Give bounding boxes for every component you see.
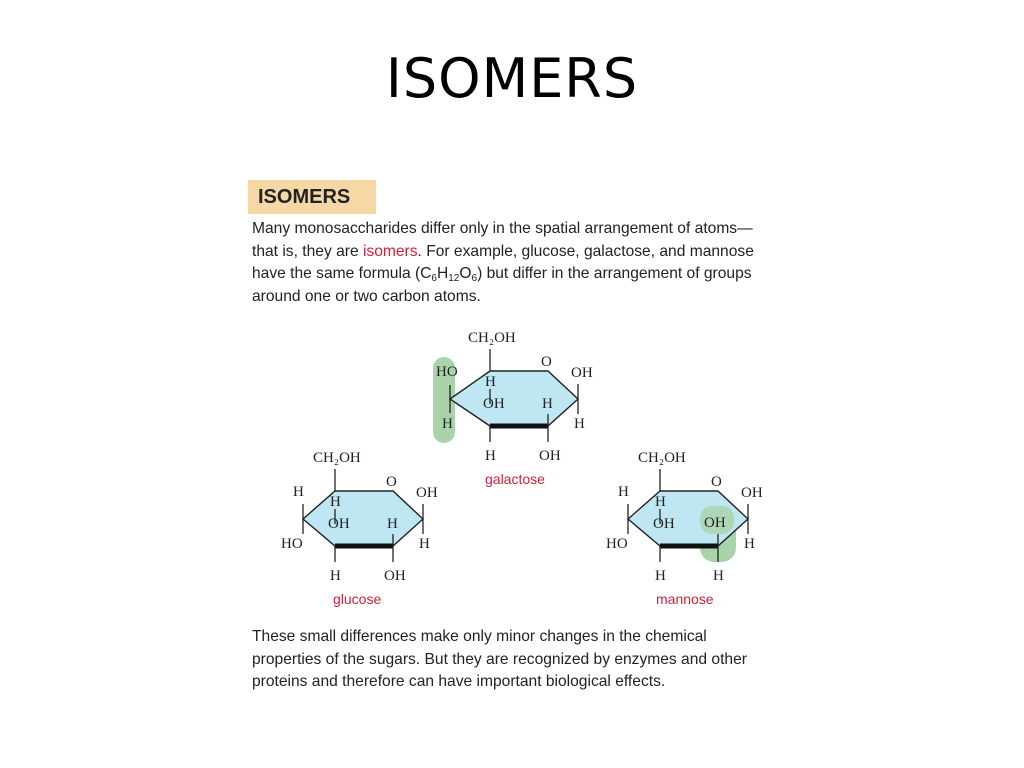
mannose-bottom-right: H bbox=[713, 568, 724, 584]
formula-sub-o: 6 bbox=[471, 273, 478, 284]
intro-text-2: . For example, glucose, galactose, and mannose have the same formula (C bbox=[252, 242, 754, 282]
slide-title: ISOMERS bbox=[385, 47, 639, 110]
glucose-right-top: OH bbox=[416, 485, 438, 501]
mannose-left-bottom: HO bbox=[606, 536, 628, 552]
galactose-c3-inner: OH bbox=[483, 396, 505, 412]
mannose-ring-o: O bbox=[711, 474, 722, 490]
galactose-structure bbox=[433, 330, 593, 487]
glucose-left-top: H bbox=[293, 484, 304, 500]
galactose-right-top: OH bbox=[571, 365, 593, 381]
mannose-ch2oh: CH₂OH bbox=[638, 450, 686, 466]
mannose-right-bottom: H bbox=[744, 536, 755, 552]
glucose-ch2oh: CH₂OH bbox=[313, 450, 361, 466]
galactose-bottom-left: H bbox=[485, 448, 496, 464]
glucose-c3-inner: OH bbox=[328, 516, 350, 532]
formula-sub-h: 12 bbox=[448, 273, 460, 284]
galactose-ring bbox=[450, 371, 578, 426]
galactose-label: galactose bbox=[485, 471, 545, 487]
mannose-right-top: OH bbox=[741, 485, 763, 501]
galactose-ring-o: O bbox=[541, 354, 552, 370]
galactose-c4-inner: H bbox=[485, 374, 496, 390]
glucose-ring bbox=[303, 491, 423, 546]
glucose-bottom-right: OH bbox=[384, 568, 406, 584]
conclusion-paragraph: These small differences make only minor changes in the chemical properties of the sugars. But they are recognized by enzymes and other proteins and therefore can have important biological effects. bbox=[252, 628, 747, 690]
galactose-ch2oh: CH₂OH bbox=[468, 330, 516, 346]
mannose-c4-inner: H bbox=[655, 494, 666, 510]
galactose-bottom-right: OH bbox=[539, 448, 561, 464]
mannose-c2-inner: OH bbox=[704, 515, 726, 531]
galactose-left-top: HO bbox=[436, 364, 458, 380]
figure-heading: ISOMERS bbox=[258, 186, 351, 208]
formula-h: H bbox=[436, 265, 449, 282]
glucose-structure bbox=[281, 450, 438, 607]
galactose-left-bottom: H bbox=[442, 416, 453, 432]
formula-sub-c: 6 bbox=[431, 273, 437, 284]
galactose-c2-inner: H bbox=[542, 396, 553, 412]
molecule-diagrams bbox=[248, 174, 778, 624]
isomers-term: isomers bbox=[362, 242, 418, 260]
mannose-c3-inner: OH bbox=[653, 516, 675, 532]
glucose-bottom-left: H bbox=[330, 568, 341, 584]
mannose-structure bbox=[606, 450, 763, 607]
intro-text-3: ) but differ in the arrangement of groups around one or two carbon atoms. bbox=[252, 265, 752, 305]
galactose-right-bottom: H bbox=[574, 416, 585, 432]
glucose-ring-o: O bbox=[386, 474, 397, 490]
glucose-c4-inner: H bbox=[330, 494, 341, 510]
glucose-right-bottom: H bbox=[419, 536, 430, 552]
mannose-bottom-left: H bbox=[655, 568, 666, 584]
glucose-c2-inner: H bbox=[387, 516, 398, 532]
intro-text-1: Many monosaccharides differ only in the spatial arrangement of atoms—that is, they are bbox=[252, 220, 753, 260]
glucose-left-bottom: HO bbox=[281, 536, 303, 552]
isomers-figure bbox=[248, 174, 778, 714]
mannose-label: mannose bbox=[656, 591, 714, 607]
mannose-left-top: H bbox=[618, 484, 629, 500]
formula-o: O bbox=[459, 265, 472, 282]
glucose-label: glucose bbox=[333, 591, 382, 607]
